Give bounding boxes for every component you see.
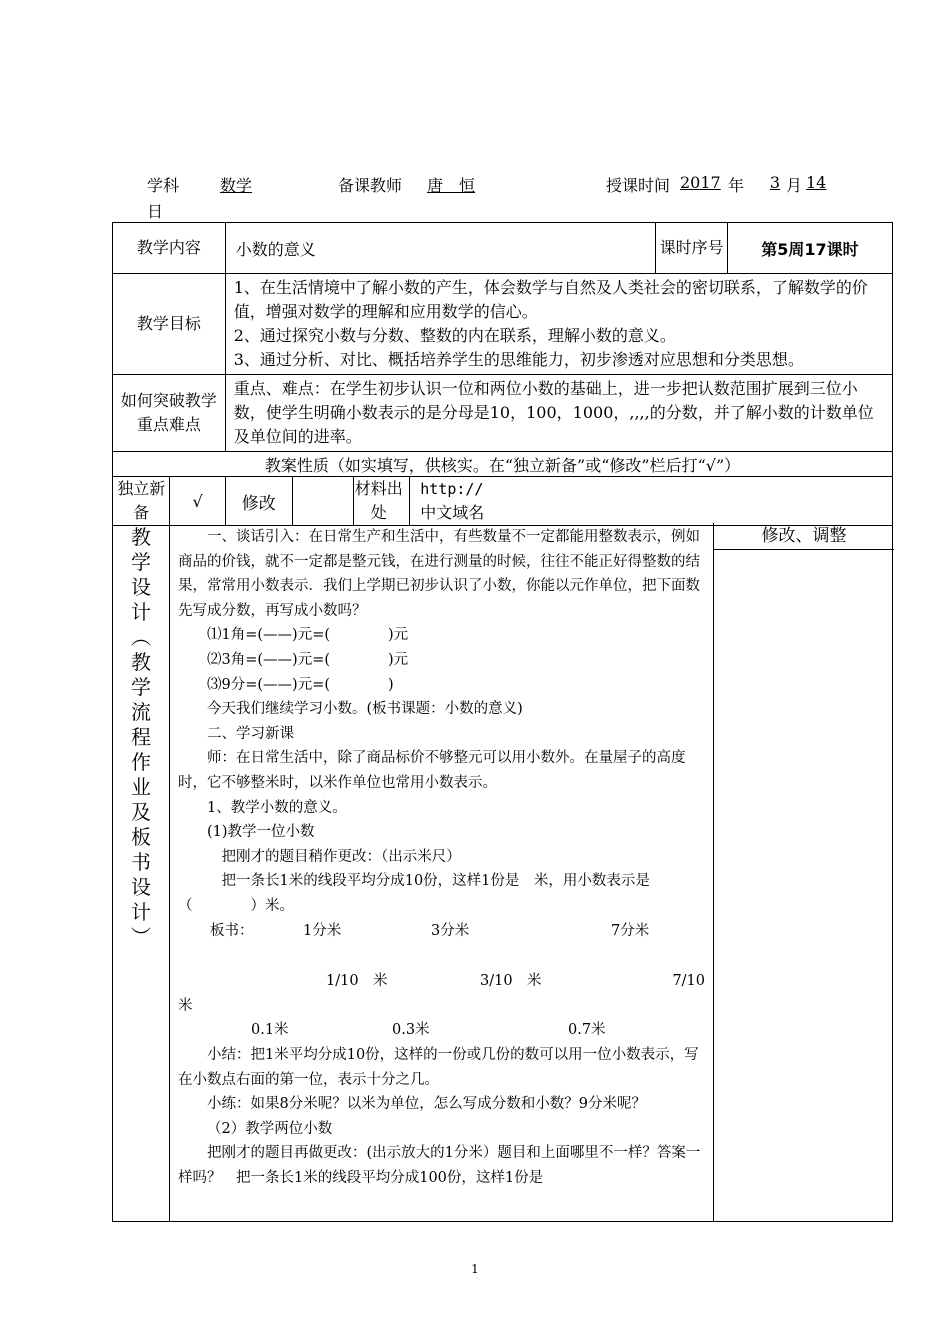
fraction-unit: 米: [178, 997, 193, 1014]
design-label-char: 教: [131, 525, 151, 549]
year-value: 2017: [680, 173, 721, 192]
design-label-char: 程: [131, 725, 151, 749]
intro-paragraph: 一、谈话引入：在日常生产和生活中，有些数量不一定都能用整数表示，例如商品的价钱，就不一定都是整元钱，在进行测量的时候，往往不能正好得整数的结果，常常用小数表示．我们上学期已初步认识了小数，你能以元作单位，把下面数先写成分数，再写成小数吗？: [178, 529, 700, 619]
teacher-value: 唐 恒: [426, 176, 475, 195]
board-row-decimals: [178, 1018, 705, 1043]
board-value: 3分米: [431, 922, 470, 939]
day-value: 14: [806, 173, 827, 192]
page-number: 1: [471, 1262, 479, 1276]
question-3: ⑶9分=(——)元=( ): [207, 676, 394, 693]
decimal-value: 0.1米: [251, 1022, 289, 1039]
design-label-char: 教: [131, 650, 151, 674]
design-label-char: 作: [131, 750, 151, 774]
fraction-value: 7/10: [672, 972, 705, 989]
design-label-char: 学: [131, 675, 151, 699]
goals-label: 教学目标: [113, 274, 226, 375]
modify-label: 修改: [226, 477, 293, 525]
keypoints-label: 如何突破教学重点难点: [113, 375, 226, 452]
goal-item: 1、在生活情境中了解小数的产生，体会数学与自然及人类社会的密切联系，了解数学的价值，增强对数学的理解和应用数学的信心。: [233, 278, 868, 321]
question-1: ⑴1角=(——)元=( )元: [207, 627, 409, 644]
source-value: [410, 477, 893, 526]
practice-paragraph: 小练：如果8分米呢？以米为单位，怎么写成分数和小数？9分米呢？: [207, 1096, 646, 1113]
design-label-char: 板: [131, 825, 151, 849]
section-heading: 二、学习新课: [207, 725, 294, 742]
goal-item: 3、通过分析、对比、概括培养学生的思维能力，初步渗透对应思想和分类思想。: [233, 350, 804, 369]
board-row-units: [178, 919, 705, 944]
design-label-char: 设: [131, 875, 151, 899]
keypoints-text: 重点、难点：在学生初步认识一位和两位小数的基础上，进一步把认数范围扩展到三位小数，使学生明确小数表示的是分母是10，100，1000，,,,,的分数，并了解小数的计数单位及单位间的进率。: [225, 375, 892, 452]
modify-cell: [225, 477, 409, 526]
subject-value: 数学: [219, 176, 252, 195]
teaching-design-section: [112, 523, 893, 1222]
day-unit: 日: [147, 202, 164, 221]
independent-check-mark: √: [170, 477, 225, 526]
fraction-value: 1/10 米: [326, 972, 388, 989]
source-domain: 中文域名: [420, 503, 485, 522]
design-label-char: 业: [131, 775, 151, 799]
board-value: 1分米: [303, 922, 342, 939]
goals-content: [225, 274, 892, 375]
one-decimal-heading: (1)教学一位小数: [207, 824, 315, 841]
design-label-char: 计: [131, 900, 151, 924]
question-2: ⑵3角=(——)元=( )元: [207, 651, 409, 668]
design-body: [178, 525, 705, 1191]
content-value: 小数的意义: [225, 223, 655, 274]
decimal-value: 0.7米: [568, 1022, 606, 1039]
board-label: 板书：: [210, 922, 254, 939]
source-url: http://: [420, 480, 484, 498]
decimal-value: 0.3米: [392, 1022, 430, 1039]
time-label: 授课时间: [606, 176, 671, 195]
topic-line: 今天我们继续学习小数。(板书课题：小数的意义): [207, 701, 523, 718]
lesson-nature-note: 教案性质（如实填写，供核实。在“独立新备”或“修改”栏后打“√”）: [113, 452, 893, 477]
board-row-fractions: [178, 969, 705, 994]
independent-label: 独立新备: [113, 477, 170, 526]
modify-check-mark: [293, 477, 354, 525]
summary-paragraph: 小结：把1米平均分成10份，这样的一份或几份的数可以用一位小数表示，写在小数点右面的第一位，表示十分之几。: [178, 1047, 699, 1088]
seq-value: 第5周17课时: [727, 223, 892, 274]
design-label-column: [113, 523, 170, 1221]
design-label-char: 设: [131, 575, 151, 599]
seq-label: 课时序号: [656, 223, 728, 274]
design-label-char: 及: [131, 800, 151, 824]
two-decimal-heading: （2）教学两位小数: [207, 1120, 333, 1137]
teacher-paragraph: 师：在日常生活中，除了商品标价不够整元可以用小数外。在量屋子的高度时，它不够整米时，以米作单位也常用小数表示。: [178, 750, 686, 791]
design-label-char: 流: [131, 700, 151, 724]
adjustment-header: 修改、调整: [714, 523, 894, 550]
subsection-heading: 1、教学小数的意义。: [207, 799, 347, 816]
design-label-char: ︶: [131, 925, 151, 949]
teacher-label: 备课教师: [338, 176, 403, 195]
lesson-info-table: [112, 222, 893, 526]
design-label-char: 书: [131, 850, 151, 874]
year-unit: 年: [728, 176, 745, 195]
change-note: 把刚才的题目稍作更改：（出示米尺）: [207, 848, 461, 865]
fraction-value: 3/10 米: [480, 972, 542, 989]
design-vertical-label: [113, 525, 169, 950]
content-label: 教学内容: [113, 223, 226, 274]
month-value: 3: [769, 173, 780, 192]
design-label-char: 计: [131, 600, 151, 624]
source-label: 材料出处: [354, 479, 403, 522]
two-decimal-paragraph: 把刚才的题目再做更改：(出示放大的1分米）题目和上面哪里不一样？答案一样吗？ 把一条长1米的线段平均分成100份，这样1份是: [178, 1145, 701, 1187]
adjustment-column: [713, 523, 894, 1221]
subject-label: 学科: [147, 176, 180, 195]
design-label-char: 学: [131, 550, 151, 574]
month-unit: 月: [786, 176, 803, 195]
design-label-char: ︵: [131, 625, 151, 649]
goal-item: 2、通过探究小数与分数、整数的内在联系，理解小数的意义。: [233, 326, 676, 345]
board-value: 7分米: [611, 922, 650, 939]
meter-question: 把一条长1米的线段平均分成10份，这样1份是 米，用小数表示是（ ）米。: [178, 873, 650, 914]
